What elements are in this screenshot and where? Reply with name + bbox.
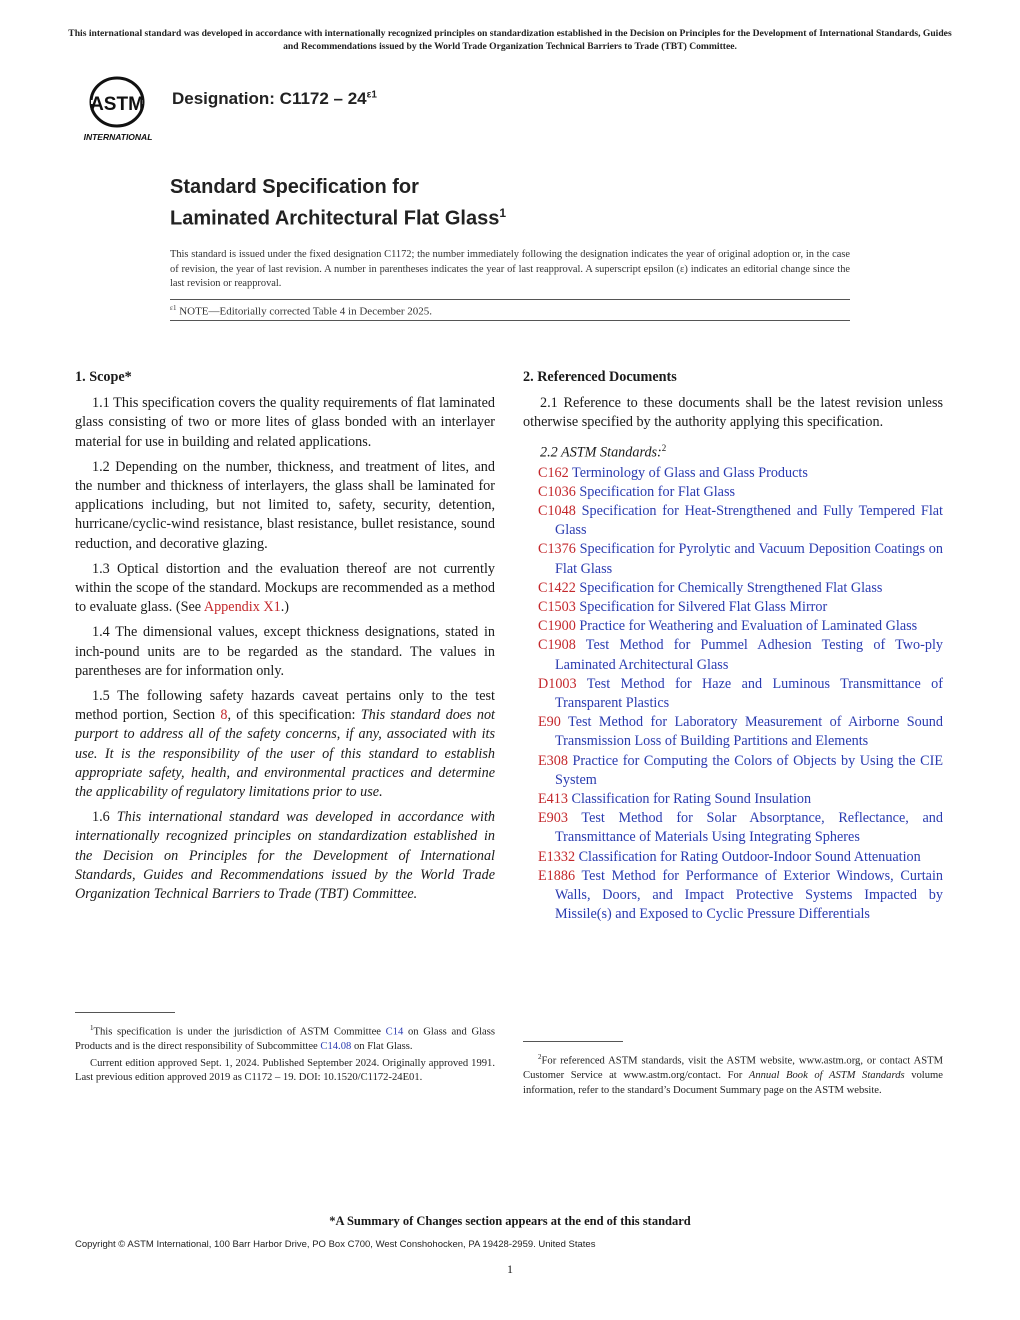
standard-title-link[interactable]: Test Method for Pummel Adhesion Testing of Two-ply Laminated Architectural Glass [555,637,943,673]
standard-designation-link[interactable]: C1376 [538,541,576,558]
title-line-1: Standard Specification for [170,176,419,198]
standard-item[interactable] [523,617,943,636]
scope-paragraph: 1.3 Optical distortion and the evaluation thereof are not currently within the scope of the standard. Mockups are recommended as a method to evaluate glass. (See Appendix X1.) [75,560,495,616]
standard-item[interactable] [523,483,943,502]
standard-designation-link[interactable]: C1503 [538,598,576,615]
subcommittee-link[interactable]: C14.08 [320,1041,352,1053]
standard-title-link[interactable]: Classification for Rating Sound Insulation [571,791,812,807]
footnote-rule [75,1012,175,1013]
standard-item[interactable] [523,636,943,674]
astm-logo [74,76,162,144]
logo-subtitle: INTERNATIONAL [83,132,153,142]
footnote-2: $^2$For referenced ASTM standards, visit the ASTM website, www.astm.org, or contact ASTM Customer Service at www.astm.org/contact. For Annual Book of ASTM Standards volume information, refer to the standard’s Document Summary page on the ASTM website. [523,1053,943,1096]
scope-section [75,368,495,910]
referenced-heading: 2. Referenced Documents [523,369,677,385]
standard-title-link[interactable]: Specification for Chemically Strengthened Flat Glass [579,579,883,596]
standard-designation-link[interactable]: C1036 [538,483,576,500]
standards-list [523,464,943,925]
standard-title-link[interactable]: Test Method for Solar Absorptance, Reflectance, and Transmittance of Materials Using Integrating Spheres [555,810,943,846]
standard-designation-link[interactable]: E1886 [538,867,576,884]
standard-title-link[interactable]: Specification for Heat-Strengthened and Fully Tempered Flat Glass [555,502,943,539]
designation [172,89,377,109]
standard-title-link[interactable]: Test Method for Performance of Exterior Windows, Curtain Walls, Doors, and Impact Protective Systems Impacted by Missile(s) and Exposed to Cyclic Pressure Differentials [555,867,943,923]
summary-note: *A Summary of Changes section appears at the end of this standard [329,1214,691,1228]
standard-item[interactable] [523,809,943,847]
standard-title-link[interactable]: Terminology of Glass and Glass Products [572,464,808,481]
standard-item[interactable] [523,579,943,598]
editorial-note: $^{\varepsilon 1}$ NOTE—Editorially corrected Table 4 in December 2025. [170,304,433,318]
astm-standards-label: 2.2 ASTM Standards:$^2$ [540,442,667,461]
standard-title-link[interactable]: Specification for Silvered Flat Glass Mirror [579,598,828,615]
standard-title-link[interactable]: Test Method for Haze and Luminous Transmittance of Transparent Plastics [555,675,943,711]
standard-designation-link[interactable]: E308 [538,752,568,769]
appendix-link[interactable]: Appendix X1 [203,599,281,616]
issue-note: This standard is issued under the fixed designation C1172; the number immediately following the designation indicates the year of original adoption or, in the case of revision, the year of last revision. A number in parentheses indicates the year of last reapproval. A superscript epsilon (ε) indicates an editorial change since the last revision or reapproval. [170,249,850,290]
standard-designation-link[interactable]: C1908 [538,637,576,654]
page-number: 1 [507,1262,513,1276]
standard-title-link[interactable]: Specification for Flat Glass [579,483,736,500]
scope-heading: 1. Scope* [75,369,132,385]
referenced-documents-section [523,368,943,924]
standard-item[interactable] [523,502,943,540]
standard-designation-link[interactable]: E1332 [538,848,576,865]
scope-paragraph: 1.1 This specification covers the quality requirements of flat laminated glass consisting of two or more lites of glass bonded with an interlayer material for use in building and related applications. [75,395,495,450]
standard-designation-link[interactable]: D1003 [538,675,577,692]
designation-label: Designation: C1172 – 24 [172,89,367,108]
standard-item[interactable] [523,464,943,483]
scope-paragraph: 1.4 The dimensional values, except thickness designations, stated in inch-pound units are to be regarded as the standard. The values in parentheses are for information only. [75,624,495,679]
standard-designation-link[interactable]: E413 [538,791,568,807]
editorial-mark: ε1 [170,304,177,312]
designation-superscript: ε1 [366,89,377,101]
title-footnote-mark: 1 [499,206,507,220]
standard-title-link[interactable]: Test Method for Laboratory Measurement of Airborne Sound Transmission Loss of Building Partitions and Elements [555,714,943,750]
divider [170,299,850,300]
scope-paragraph: 1.2 Depending on the number, thickness, and treatment of lites, and the number and thickness of interlayers, the glass shall be laminated for applications including, but not limited to, safety, security, detention, hurricane/cyclic-wind resistance, blast resistance, bullet resistance, sound reduction, and decorative glazing. [75,458,495,552]
standard-item[interactable] [523,790,943,809]
copyright: Copyright © ASTM International, 100 Barr Harbor Drive, PO Box C700, West Conshohocken, PA 19428-2959. United States [75,1239,596,1250]
top-notice: This international standard was developed in accordance with internationally recognized principles on standardization established in the Decision on Principles for the Development of International Standards, Guides and Recommendations issued by the World Trade Organization Technical Barriers to Trade (TBT) Committee. [68,28,952,52]
divider [170,320,850,321]
footnote-rule [523,1041,623,1042]
standard-item[interactable] [523,713,943,751]
standard-title-link[interactable]: Practice for Weathering and Evaluation of Laminated Glass [579,618,918,635]
footnote-1: $^1$This specification is under the jurisdiction of ASTM Committee C14 on Glass and Glass Products and is the direct responsibility of Subcommittee C14.08 on Flat Glass. Current edition approved Sept. 1, 2024. Published September 2024. Originally approved 1991. Last previous edition approved 2019 as C1172 – 19. DOI: 10.1520/C1172-24E01. [75,1024,495,1084]
standard-title-link[interactable]: Practice for Computing the Colors of Objects by Using the CIE System [555,752,943,788]
section-link[interactable]: 8 [220,707,228,724]
title-line-2: Laminated Architectural Flat Glass$^1$ [170,206,507,230]
standard-title-link[interactable]: Specification for Pyrolytic and Vacuum Deposition Coatings on Flat Glass [555,541,943,577]
standard-item[interactable] [523,752,943,790]
standard-designation-link[interactable]: E90 [538,714,561,731]
scope-paragraph: 1.5 The following safety hazards caveat pertains only to the test method portion, Section 8, of this specification: This standard does not purport to address all of the safety concerns, if any, associated with its use. It is the responsibility of the user of this standard to establish appropriate safety, health, and environmental practices and determine the applicability of regulatory limitations prior to use. [75,688,495,801]
standard-item[interactable] [523,598,943,617]
referenced-paragraph: 2.1 Reference to these documents shall be the latest revision unless otherwise specified by the authority applying this specification. [523,395,943,431]
standard-designation-link[interactable]: C1422 [538,579,576,596]
standard-designation-link[interactable]: E903 [538,810,568,827]
standard-item[interactable] [523,540,943,578]
scope-paragraph: 1.6 This international standard was developed in accordance with internationally recognized principles on standardization established in the Decision on Principles for the Development of International Standards, Guides and Recommendations issued by the World Trade Organization Technical Barriers to Trade (TBT) Committee. [75,809,495,903]
page-title [170,174,506,232]
committee-link[interactable]: C14 [385,1026,404,1038]
standard-item[interactable] [523,675,943,713]
logo-org: ASTM [90,94,144,115]
standard-designation-link[interactable]: C1048 [538,502,576,519]
standard-item[interactable] [523,848,943,867]
standard-designation-link[interactable]: C1900 [538,618,576,635]
standard-item[interactable] [523,867,943,925]
standard-title-link[interactable]: Classification for Rating Outdoor-Indoor Sound Attenuation [578,848,921,865]
standard-designation-link[interactable]: C162 [538,464,569,481]
